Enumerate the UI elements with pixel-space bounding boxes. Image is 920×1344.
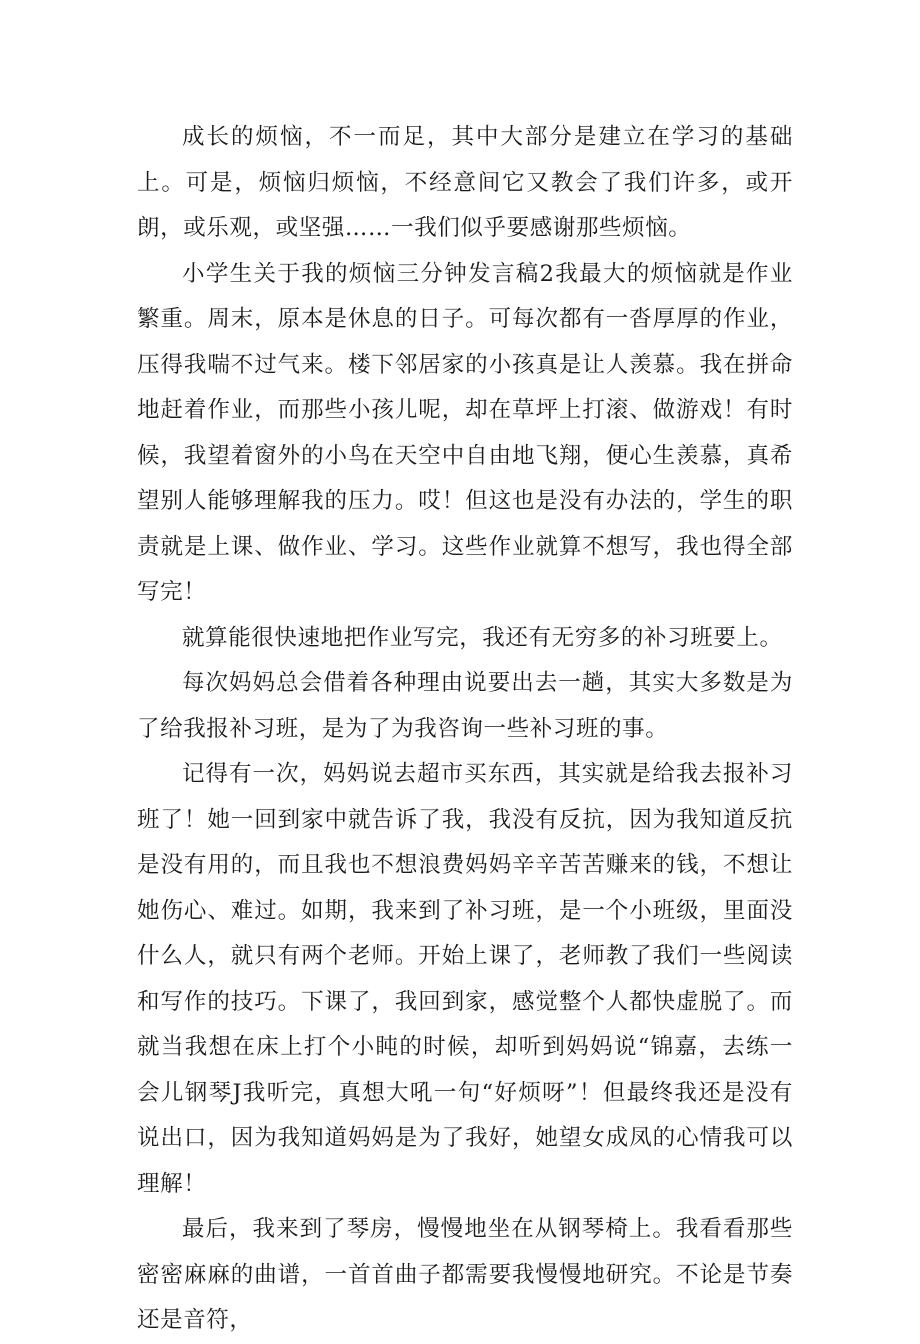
paragraph-4: 每次妈妈总会借着各种理由说要出去一趟，其实大多数是为了给我报补习班，是为了为我咨询一些补习班的事。 <box>137 670 793 742</box>
paragraph-1: 成长的烦恼，不一而足，其中大部分是建立在学习的基础上。可是，烦恼归烦恼，不经意间它又教会了我们许多，或开朗，或乐观，或坚强……一我们似乎要感谢那些烦恼。 <box>137 124 793 241</box>
paragraph-5: 记得有一次，妈妈说去超市买东西，其实就是给我去报补习班了！她一回到家中就告诉了我，我没有反抗，因为我知道反抗是没有用的，而且我也不想浪费妈妈辛辛苦苦赚来的钱，不想让她伤心、难过。如期，我来到了补习班，是一个小班级，里面没什么人，就只有两个老师。开始上课了，老师教了我们一些阅读和写作的技巧。下课了，我回到家，感觉整个人都快虚脱了。而就当我想在床上打个小盹的时候，却听到妈妈说“锦嘉，去练一会儿钢琴J我听完，真想大吼一句“好烦呀”！但最终我还是没有说出口，因为我知道妈妈是为了我好，她望女成凤的心情我可以理解！ <box>137 761 793 1197</box>
paragraph-2: 小学生关于我的烦恼三分钟发言稿2我最大的烦恼就是作业繁重。周末，原本是休息的日子。可每次都有一沓厚厚的作业，压得我喘不过气来。楼下邻居家的小孩真是让人羡慕。我在拼命地赶着作业，而那些小孩儿呢，却在草坪上打滚、做游戏！有时候，我望着窗外的小鸟在天空中自由地飞翔，便心生羡慕，真希望别人能够理解我的压力。哎！但这也是没有办法的，学生的职责就是上课、做作业、学习。这些作业就算不想写，我也得全部写完！ <box>137 260 793 605</box>
paragraph-3: 就算能很快速地把作业写完，我还有无穷多的补习班要上。 <box>182 624 783 651</box>
paragraph-6: 最后，我来到了琴房，慢慢地坐在从钢琴椅上。我看看那些密密麻麻的曲谱，一首首曲子都需要我慢慢地研究。不论是节奏还是音符， <box>137 1216 793 1333</box>
document-body <box>137 115 793 1344</box>
